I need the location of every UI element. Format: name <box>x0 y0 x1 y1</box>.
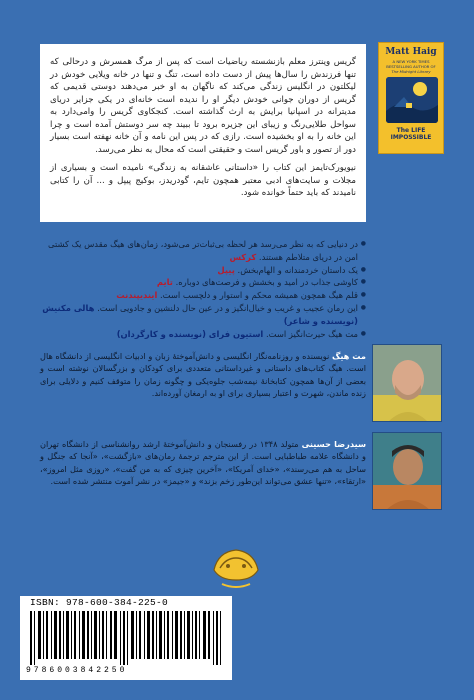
author-bio <box>40 350 366 400</box>
synopsis-panel <box>40 44 366 222</box>
review-item: ● کاوشی جذاب در امید و بخشش و فرصت‌های دوباره. تایم <box>40 276 366 289</box>
synopsis-paragraph: نیویورک‌تایمز این کتاب را «داستانی عاشقانه به زندگی» نامیده است و بسیاری از مجلات و سایت‌های ادبی معتبر همچون تایم، گودریدز، بوکیج پیپل و ... آن را کتابی نامیدند که باید حتماً خوانده شود. <box>50 163 356 198</box>
review-source: پیپل <box>217 264 235 275</box>
translator-photo <box>372 432 442 510</box>
front-cover-thumbnail <box>378 42 444 154</box>
review-source: ایندیپندنت <box>116 290 158 301</box>
publisher-logo-icon <box>208 540 264 596</box>
review-item: ● مت هیگ حیرت‌انگیز است. استیون فرای (نویسنده و کارگردان) <box>40 328 366 341</box>
thumbnail-author: Matt Haig <box>385 47 437 57</box>
translator-name: سید‌رضا حسینی <box>301 439 367 449</box>
synopsis-paragraph: گریس وینترز معلم بازنشسته ریاضیات است که پس از مرگ همسرش و درحالی که تنها فرزندش را سال‌ها پیش از دست داده است، تنگ و تنها در خانه ویلایی خودش در لیکلتون در انگلیس زندگی می‌کند که ناگهان به او خبر می‌دهند دوستی قدیمی که گریس از دوران جوانی خودش دیگر او را ندیده است خانه‌ای در یکی جزایر دریای مدیترانه در اسپانیا برایش به ارث گذاشته است. کنجکاوی گریس را وامی‌دارد به سواحل طلایی‌رنگ و زیبای این جزیره برود تا ببیند چه سر دوستش آمده است و چرا این خانه را به او بخشیده است. رازی که در پس این نامه و آن خانه نهفته است بسیار دور از تصور و باور گریس است و حقیقتی است که محال به نظر می‌رسد. <box>50 57 356 155</box>
barcode-bars-icon <box>28 611 224 665</box>
translator-bio-text: متولد ۱۳۴۸ در رفسنجان و دانش‌آموختهٔ ارشد روانشناسی از دانشگاه تهران و دانشگاه علامه طباطبایی است. از این مترجم ترجمهٔ رمان‌های «بازگشت»، «آنجا که جنگل و ساحل به هم می‌رسند»، «خدای آمریکا»، «آخرین چیزی که به من گفت»، «روزی مثل امروز»، «ارتقاء»، «تنها عشق می‌تواند این‌طور زخم بزند» و «جیمز» در نشر آموت منتشر شده است. <box>40 439 366 487</box>
review-item: ● این رمان عجیب و غریب و خیال‌انگیز و در عین حال دلنشین و جادویی است. هالی مکنیش (نویسنده و شاعر) <box>40 302 366 328</box>
review-source: هالی مکنیش (نویسنده و شاعر) <box>42 302 358 326</box>
isbn-label: ISBN: 978-600-384-225-0 <box>30 597 169 608</box>
review-source: کرکس <box>229 251 257 262</box>
reviews-section <box>40 238 366 340</box>
author-name: مت هیگ <box>331 351 367 361</box>
review-item: ● قلم هیگ همچون همیشه محکم و استوار و دلچسب است. ایندیپندنت <box>40 289 366 302</box>
review-list <box>40 238 366 340</box>
review-source: تایم <box>156 277 173 288</box>
author-bio-text: نویسنده و روزنامه‌نگار انگلیسی و دانش‌آموختهٔ زبان و ادبیات انگلیسی از دانشگاه هال است. هیگ کتاب‌های داستانی و غیرداستانی متعددی برای کودکان و بزرگسالان نوشته است و بعضی از آن‌ها همچون کتابخانهٔ نیمه‌شب جلوه‌یکی و چگونه زمان را متوقف کنیم و دلایلی برای زنده ماندن، شهرت و اعتبار بسیاری برای او به ارمغان آورده‌اند. <box>40 351 366 399</box>
author-photo <box>372 344 442 422</box>
barcode-number: 9786003842250 <box>26 666 128 675</box>
review-source: استیون فرای (نویسنده و کارگردان) <box>116 328 264 339</box>
review-item: ● در دنیایی که به نظر می‌رسد هر لحظه بی‌ثبات‌تر می‌شود، زمان‌های هیگ مقدس یک کشتی امن در دریای متلاطم هستند. کرکس <box>40 238 366 264</box>
thumbnail-title: The LIFE IMPOSSIBLE <box>390 127 432 141</box>
thumbnail-badge: A NEW YORK TIMES BESTSELLING AUTHOR OF The Midnight Library <box>386 59 436 74</box>
review-item: ● یک داستان خردمندانه و الهام‌بخش. پیپل <box>40 264 366 277</box>
translator-bio <box>40 438 366 488</box>
thumbnail-artwork <box>386 77 438 123</box>
